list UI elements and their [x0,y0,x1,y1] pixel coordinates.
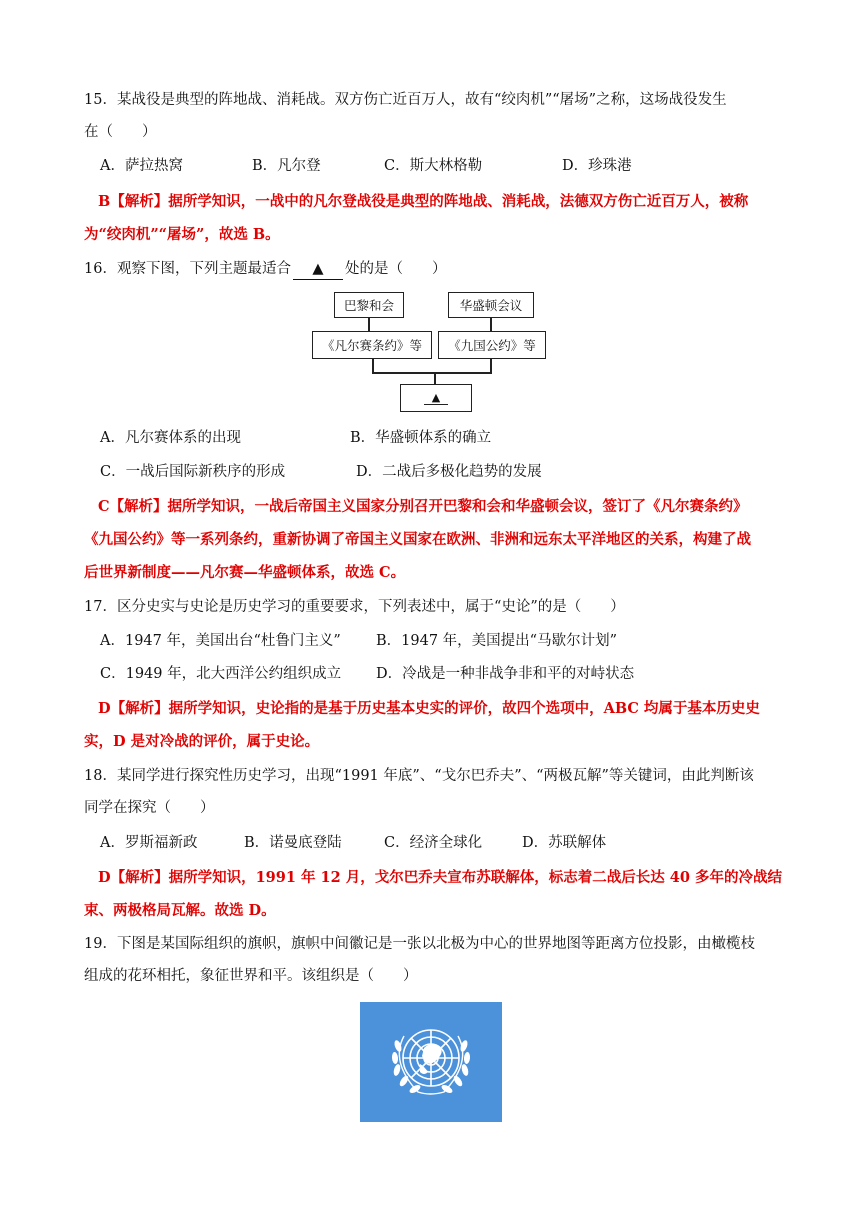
un-emblem-icon [360,1002,502,1122]
q15-option-d: D．珍珠港 [562,158,632,174]
q18-answer-line1: D【解析】据所学知识，1991 年 12 月，戈尔巴乔夫宣布苏联解体，标志着二战后长达 40 多年的冷战结 [98,869,783,886]
q18-option-a: A．罗斯福新政 [100,835,198,851]
q15-option-a: A．萨拉热窝 [100,158,183,174]
q16-answer-line3: 后世界新制度——凡尔赛—华盛顿体系，故选 C。 [84,564,406,581]
q17-answer-line2: 实，D 是对冷战的评价，属于史论。 [84,733,320,750]
q16-answer-line1: C【解析】据所学知识，一战后帝国主义国家分别召开巴黎和会和华盛顿会议，签订了《凡尔赛条约》 [98,498,748,515]
q16-stem [84,259,446,280]
q15-option-c: C．斯大林格勒 [384,158,483,174]
q17-answer-line1: D【解析】据所学知识，史论指的是基于历史基本史实的评价，故四个选项中，ABC 均属于基本历史史 [98,700,760,717]
q19-stem-line2: 组成的花环相托，象征世界和平。该组织是（ ） [84,968,418,984]
q15-answer-line2: 为“绞肉机”“屠场”，故选 B。 [84,226,280,243]
q19-stem-line1: 19．下图是某国际组织的旗帜，旗帜中间徽记是一张以北极为中心的世界地图等距离方位投影，由橄榄枝 [84,936,755,952]
connector-line [372,372,492,374]
q17-stem: 17．区分史实与史论是历史学习的重要要求，下列表述中，属于“史论”的是（ ） [84,599,625,615]
q16-answer-line2: 《九国公约》等一系列条约，重新协调了帝国主义国家在欧洲、非洲和远东太平洋地区的关系，构建了战 [84,531,751,548]
q17-option-d: D．冷战是一种非战争非和平的对峙状态 [376,666,635,682]
q17-option-c: C．1949 年，北大西洋公约组织成立 [100,666,342,682]
q16-diagram [312,288,544,414]
q16-stem-prefix: 16．观察下图，下列主题最适合 [84,261,291,277]
q16-blank: ▲ [293,259,343,280]
q16-option-d: D．二战后多极化趋势的发展 [356,464,542,480]
box-nine-power-treaty: 《九国公约》等 [438,331,546,359]
box-result-blank [400,384,472,412]
result-triangle-mark: ▲ [424,391,448,405]
connector-line [372,358,374,372]
box-washington-conference: 华盛顿会议 [448,292,534,318]
q18-option-c: C．经济全球化 [384,835,483,851]
q16-stem-suffix: 处的是（ ） [344,261,447,277]
q18-option-b: B．诺曼底登陆 [244,835,342,851]
connector-line [368,317,370,331]
box-versailles-treaty: 《凡尔赛条约》等 [312,331,432,359]
q16-option-b: B．华盛顿体系的确立 [350,430,492,446]
connector-line [434,372,436,384]
connector-line [490,317,492,331]
q15-option-b: B．凡尔登 [252,158,321,174]
q17-option-a: A．1947 年，美国出台“杜鲁门主义” [100,633,341,649]
q15-stem-line1: 15．某战役是典型的阵地战、消耗战。双方伤亡近百万人，故有“绞肉机”“屠场”之称，这场战役发生 [84,92,727,108]
un-flag-image [360,1002,502,1122]
q18-stem-line1: 18．某同学进行探究性历史学习，出现“1991 年底”、“戈尔巴乔夫”、“两极瓦解”等关键词，由此判断该 [84,768,754,784]
q16-option-c: C．一战后国际新秩序的形成 [100,464,286,480]
q18-answer-line2: 束、两极格局瓦解。故选 D。 [84,902,276,919]
box-paris-peace-conference: 巴黎和会 [334,292,404,318]
q17-option-b: B．1947 年，美国提出“马歇尔计划” [376,633,617,649]
q15-stem-line2: 在（ ） [84,124,157,140]
q15-answer-line1: B【解析】据所学知识，一战中的凡尔登战役是典型的阵地战、消耗战，法德双方伤亡近百万人，被称 [98,193,749,210]
q18-stem-line2: 同学在探究（ ） [84,800,215,816]
q18-option-d: D．苏联解体 [522,835,607,851]
connector-line [490,358,492,372]
q16-option-a: A．凡尔赛体系的出现 [100,430,241,446]
